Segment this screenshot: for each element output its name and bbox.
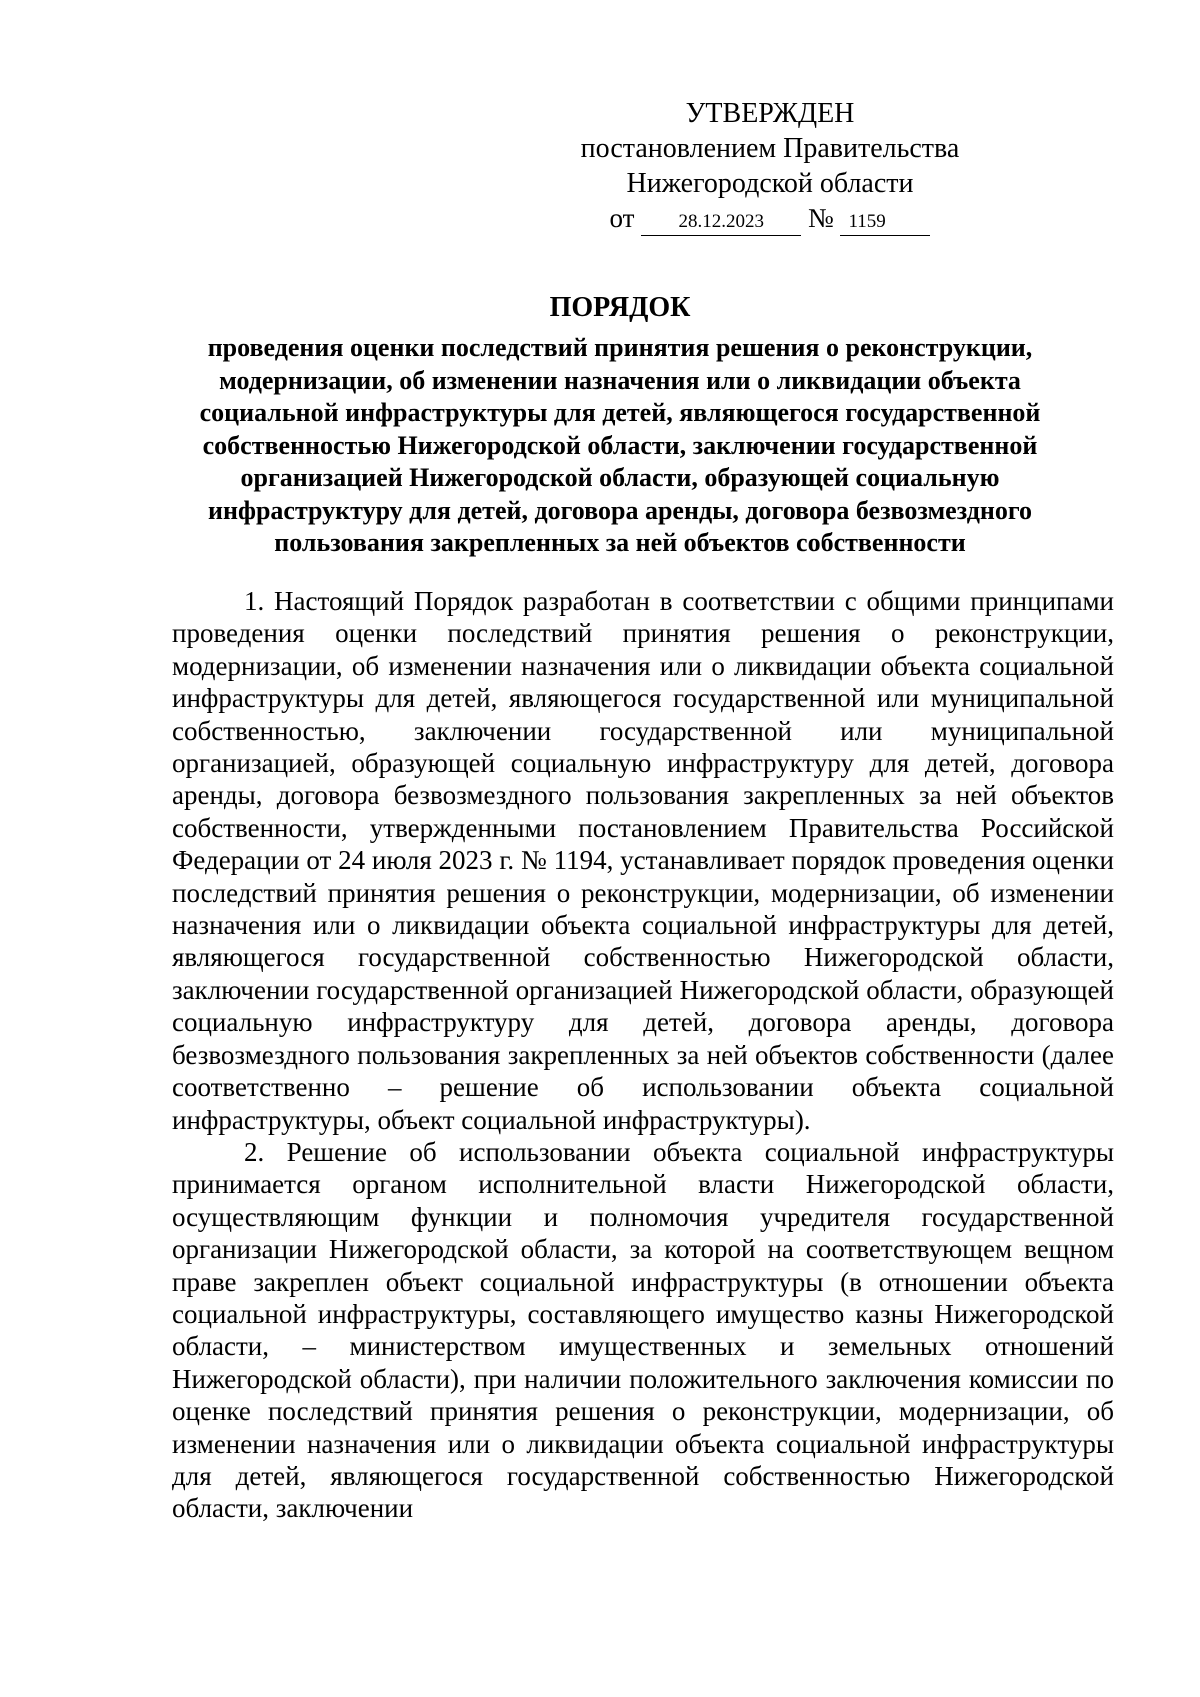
from-label: от	[609, 203, 635, 233]
decree-number: 1159	[840, 209, 930, 236]
number-sign: №	[807, 203, 834, 233]
document-subtitle: проведения оценки последствий принятия решения о реконструкции, модернизации, об изменении назначения или о ликвидации объекта социальной инфраструктуры для детей, являющегося государственной собственностью Нижегородской области, заключении государственной организацией Нижегородской области, образующей социальную инфраструктуру для детей, договора аренды, договора безвозмездного пользования закрепленных за ней объектов собственности	[199, 333, 1041, 557]
document-title: ПОРЯДОК	[549, 292, 691, 323]
approved-by-line: постановлением Правительства	[580, 133, 960, 164]
paragraph-2: 2. Решение об использовании объекта социальной инфраструктуры принимается органом исполнительной власти Нижегородской области, осуществляющим функции и полномочия учредителя государственной организации Нижегородской области, за которой на соответствующем вещном праве закреплен объект социальной инфраструктуры (в отношении объекта социальной инфраструктуры, составляющего имущество казны Нижегородской области, – министерством имущественных и земельных отношений Нижегородской области), при наличии положительного заключения комиссии по оценке последствий принятия решения о реконструкции, модернизации, об изменении назначения или о ликвидации объекта социальной инфраструктуры для детей, являющегося государственной собственностью Нижегородской области, заключении	[172, 1136, 1114, 1524]
region-line: Нижегородской области	[626, 168, 914, 199]
paragraph-1: 1. Настоящий Порядок разработан в соответствии с общими принципами проведения оценки последствий принятия решения о реконструкции, модернизации, об изменении назначения или о ликвидации объекта социальной инфраструктуры для детей, являющегося государственной или муниципальной собственностью, заключении государственной или муниципальной организацией, образующей социальную инфраструктуру для детей, договора аренды, договора безвозмездного пользования закрепленных за ней объектов собственности, утвержденными постановлением Правительства Российской Федерации от 24 июля 2023 г. № 1194, устанавливает порядок проведения оценки последствий принятия решения о реконструкции, модернизации, об изменении назначения или о ликвидации объекта социальной инфраструктуры для детей, являющегося государственной собственностью Нижегородской области, заключении государственной организацией Нижегородской области, образующей социальную инфраструктуру для детей, договора аренды, договора безвозмездного пользования закрепленных за ней объектов собственности (далее соответственно – решение об использовании объекта социальной инфраструктуры, объект социальной инфраструктуры).	[172, 586, 1114, 1135]
decree-date: 28.12.2023	[641, 209, 801, 236]
approval-stamp	[560, 96, 980, 236]
approved-label: УТВЕРЖДЕН	[685, 98, 855, 129]
document-body	[172, 585, 1114, 1525]
date-number-line	[560, 201, 980, 236]
